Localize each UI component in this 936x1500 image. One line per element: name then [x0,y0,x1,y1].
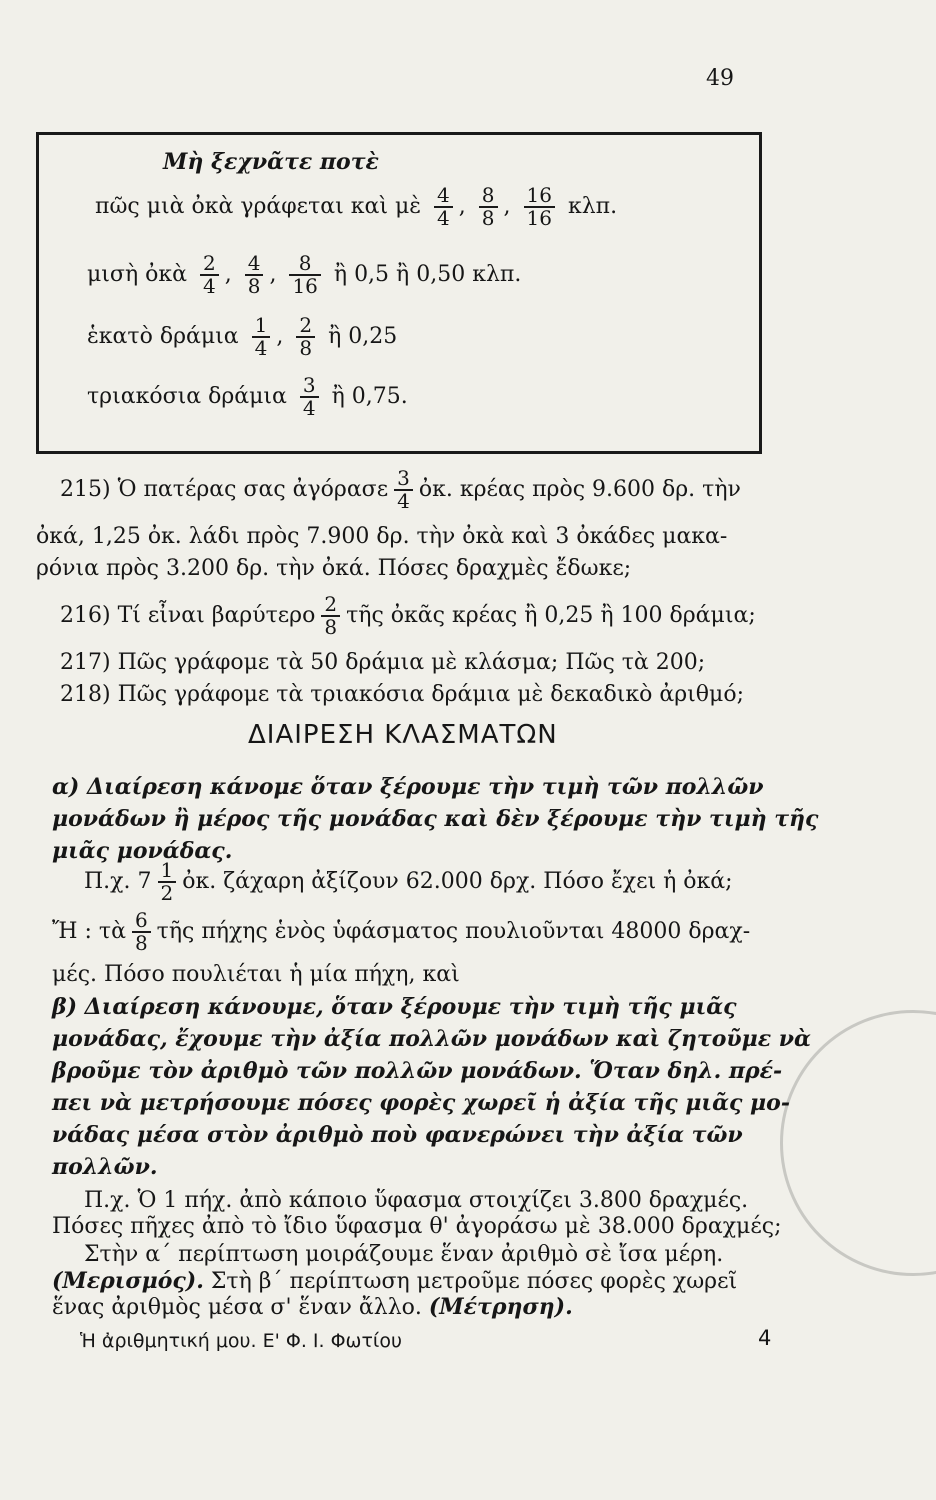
example-3-line-1: Π.χ. Ὁ 1 πήχ. ἀπὸ κάποιο ὕφασμα στοιχίζει 3.800 δραχμές. [84,1188,749,1213]
signature-number: 4 [758,1326,772,1350]
closing-line-1: Στὴν α΄ περίπτωση μοιράζουμε ἕναν ἀριθμὸ σὲ ἴσα μέρη. [84,1242,724,1267]
problem-215-line-3: ρόνια πρὸς 3.200 δρ. τὴν ὀκά. Πόσες δραχμὲς ἔδωκε; [36,556,632,581]
example-2-cont: μές. Πόσο πουλιέται ἡ μία πήχη, καὶ [52,962,460,987]
fraction: $\frac{4}{4}$ [434,185,453,229]
rule-b-line-5: νάδας μέσα στὸν ἀριθμὸ ποὺ φανερώνει τὴν ἀξία τῶν [52,1122,743,1148]
rule-b-line-1: β) Διαίρεση κάνουμε, ὅταν ξέρουμε τὴν τιμὴ τῆς μιᾶς [52,994,737,1020]
reminder-box [36,132,762,454]
fraction: $\frac{6}{8}$ [132,910,151,954]
fraction: $\frac{3}{4}$ [394,468,413,512]
example-3-line-2: Πόσες πῆχες ἀπὸ τὸ ἴδιο ὕφασμα θ' ἀγοράσω μὲ 38.000 δραχμές; [52,1214,782,1239]
example-2: Ἤ : τὰ $\frac{6}{8}$ τῆς πήχης ἑνὸς ὑφάσματος πουλιοῦνται 48000 δραχ- [52,908,751,955]
box-line-1: πῶς μιὰ ὀκὰ γράφεται καὶ μὲ $\frac{4}{4}$ , $\frac{8}{8}$ , $\frac{16}{16}$ κλπ. [95,183,618,230]
fraction: $\frac{1}{4}$ [252,315,271,359]
footer-title: Ἡ ἀριθμητική μου. Ε' Φ. Ι. Φωτίου [80,1330,402,1352]
problem-216: 216) Τί εἶναι βαρύτερο $\frac{2}{8}$ τῆς ὀκᾶς κρέας ἢ 0,25 ἢ 100 δράμια; [60,592,756,639]
rule-b-line-2: μονάδας, ἔχουμε τὴν ἀξία πολλῶν μονάδων καὶ ζητοῦμε νὰ [52,1026,811,1052]
closing-line-3: ἕνας ἀριθμὸς μέσα σ' ἕναν ἄλλο. (Μέτρηση). [52,1294,573,1320]
rule-b-line-4: πει νὰ μετρήσουμε πόσες φορὲς χωρεῖ ἡ ἀξία τῆς μιᾶς μο- [52,1090,790,1116]
fraction: $\frac{4}{8}$ [245,253,264,297]
box-line-3: ἑκατὸ δράμια $\frac{1}{4}$ , $\frac{2}{8}$ ἢ 0,25 [87,313,398,360]
problem-215-line-1: 215) Ὁ πατέρας σας ἀγόρασε $\frac{3}{4}$ ὀκ. κρέας πρὸς 9.600 δρ. τὴν [60,466,741,513]
problem-218: 218) Πῶς γράφομε τὰ τριακόσια δράμια μὲ δεκαδικὸ ἀριθμό; [60,682,745,707]
fraction: $\frac{2}{4}$ [200,253,219,297]
problem-215-line-2: ὀκά, 1,25 ὀκ. λάδι πρὸς 7.900 δρ. τὴν ὀκὰ καὶ 3 ὀκάδες μακα- [36,524,728,549]
rule-a-line-1: α) Διαίρεση κάνομε ὅταν ξέρουμε τὴν τιμὴ τῶν πολλῶν [52,774,764,800]
fraction: $\frac{3}{4}$ [300,375,319,419]
fraction: $\frac{16}{16}$ [524,185,555,229]
section-heading: ΔΙΑΙΡΕΣΗ ΚΛΑΣΜΑΤΩΝ [248,720,558,750]
box-title: Μὴ ξεχνᾶτε ποτὲ [163,149,379,175]
example-1: Π.χ. 7 $\frac{1}{2}$ ὀκ. ζάχαρη ἀξίζουν 62.000 δρχ. Πόσο ἔχει ἡ ὀκά; [84,858,733,905]
problem-217: 217) Πῶς γράφομε τὰ 50 δράμια μὲ κλάσμα; Πῶς τὰ 200; [60,650,706,675]
fraction: $\frac{8}{8}$ [479,185,498,229]
fraction: $\frac{2}{8}$ [296,315,315,359]
rule-b-line-3: βροῦμε τὸν ἀριθμὸ τῶν πολλῶν μονάδων. Ὅταν δηλ. πρέ- [52,1058,783,1084]
closing-line-2: (Μερισμός). Στὴ β΄ περίπτωση μετροῦμε πόσες φορὲς χωρεῖ [52,1268,738,1294]
rule-a-line-2: μονάδων ἢ μέρος τῆς μονάδας καὶ δὲν ξέρουμε τὴν τιμὴ τῆς [52,806,819,832]
rule-b-line-6: πολλῶν. [52,1154,158,1180]
page-number: 49 [706,66,734,91]
box-line-2: μισὴ ὀκὰ $\frac{2}{4}$ , $\frac{4}{8}$ , $\frac{8}{16}$ ἢ 0,5 ἢ 0,50 κλπ. [87,251,522,298]
rule-a-line-3: μιᾶς μονάδας. [52,838,233,864]
fraction: $\frac{1}{2}$ [158,860,177,904]
box-line-4: τριακόσια δράμια $\frac{3}{4}$ ἢ 0,75. [87,373,408,420]
fraction: $\frac{8}{16}$ [289,253,320,297]
fraction: $\frac{2}{8}$ [321,594,340,638]
